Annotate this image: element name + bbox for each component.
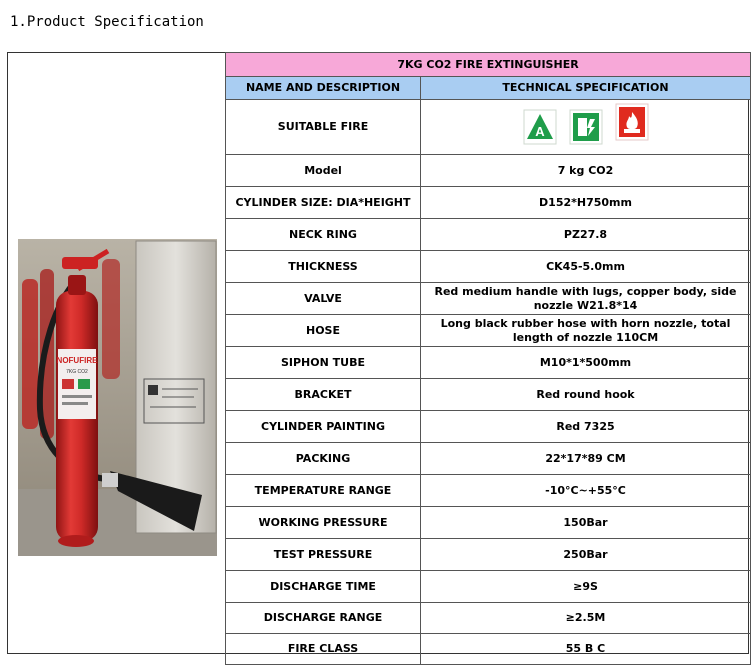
- flammable-liquid-fire-icon: [615, 103, 649, 141]
- row-spec: 22*17*89 CM: [421, 443, 751, 475]
- row-spec: -10°C~+55°C: [421, 475, 751, 507]
- col-header-name: NAME AND DESCRIPTION: [226, 77, 421, 100]
- row-name: DISCHARGE RANGE: [226, 603, 421, 634]
- row-spec: Long black rubber hose with horn nozzle, total length of nozzle 110CM: [421, 315, 751, 347]
- table-row: [226, 475, 751, 507]
- table-row: [226, 100, 751, 155]
- cylinder-brand-label: NOFUFIRE: [56, 356, 98, 365]
- class-a-fire-icon: [523, 109, 557, 147]
- table-row: [226, 539, 751, 571]
- row-name: TEST PRESSURE: [226, 539, 421, 571]
- row-name: THICKNESS: [226, 251, 421, 283]
- row-name: NECK RING: [226, 219, 421, 251]
- row-name: CYLINDER PAINTING: [226, 411, 421, 443]
- row-name: VALVE: [226, 283, 421, 315]
- row-spec: 55 B C: [421, 634, 751, 665]
- table-row: [226, 219, 751, 251]
- row-spec: D152*H750mm: [421, 187, 751, 219]
- table-header-row: [226, 77, 751, 100]
- table-row: [226, 315, 751, 347]
- table-row: [226, 347, 751, 379]
- row-spec: 150Bar: [421, 507, 751, 539]
- col-header-spec: TECHNICAL SPECIFICATION: [421, 77, 751, 100]
- table-row: [226, 379, 751, 411]
- table-row: [226, 411, 751, 443]
- row-name: HOSE: [226, 315, 421, 347]
- table-row: [226, 603, 751, 634]
- row-name: CYLINDER SIZE: DIA*HEIGHT: [226, 187, 421, 219]
- row-spec: ≥2.5M: [421, 603, 751, 634]
- row-spec: 250Bar: [421, 539, 751, 571]
- fire-icons-cell: [421, 100, 751, 155]
- table-row: [226, 187, 751, 219]
- spec-table: [225, 52, 751, 665]
- electrical-fire-icon: [569, 109, 603, 147]
- table-row: [226, 283, 751, 315]
- row-spec: ≥9S: [421, 571, 751, 603]
- table-row: [226, 251, 751, 283]
- product-photo: [18, 239, 217, 556]
- row-name: PACKING: [226, 443, 421, 475]
- row-name: WORKING PRESSURE: [226, 507, 421, 539]
- cylinder-model-label: 7KG CO2: [66, 369, 88, 375]
- table-title: 7KG CO2 FIRE EXTINGUISHER: [226, 53, 751, 77]
- row-name: SIPHON TUBE: [226, 347, 421, 379]
- table-row: [226, 155, 751, 187]
- row-name: FIRE CLASS: [226, 634, 421, 665]
- row-spec: Red 7325: [421, 411, 751, 443]
- row-name: TEMPERATURE RANGE: [226, 475, 421, 507]
- row-spec: Red round hook: [421, 379, 751, 411]
- row-spec: 7 kg CO2: [421, 155, 751, 187]
- row-spec: PZ27.8: [421, 219, 751, 251]
- extinguisher-photo-icon: [18, 239, 217, 556]
- row-name: Model: [226, 155, 421, 187]
- row-spec: CK45-5.0mm: [421, 251, 751, 283]
- row-spec: M10*1*500mm: [421, 347, 751, 379]
- row-spec: Red medium handle with lugs, copper body, side nozzle W21.8*14: [421, 283, 751, 315]
- table-row: [226, 634, 751, 665]
- class-a-letter: A: [534, 124, 545, 139]
- table-title-row: [226, 53, 751, 77]
- row-name: BRACKET: [226, 379, 421, 411]
- table-row: [226, 571, 751, 603]
- suitable-fire-label: SUITABLE FIRE: [226, 100, 421, 155]
- table-row: [226, 507, 751, 539]
- table-row: [226, 443, 751, 475]
- page-heading: 1.Product Specification: [10, 14, 204, 30]
- row-name: DISCHARGE TIME: [226, 571, 421, 603]
